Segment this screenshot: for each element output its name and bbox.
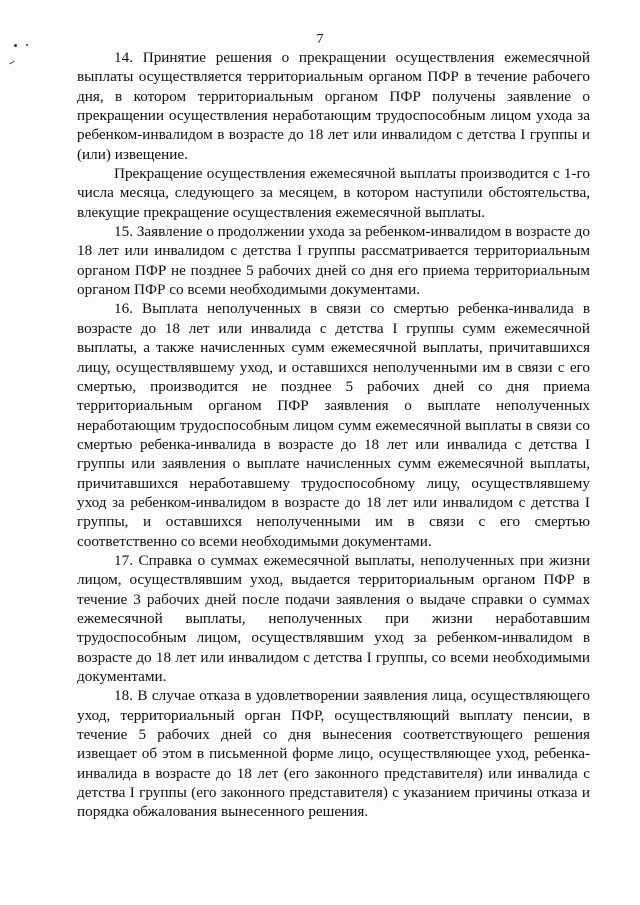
- paragraph-14-continued: Прекращение осуществления ежемесячной выплаты производится с 1-го числа месяца, следующего за месяцем, в котором наступили обстоятельства, влекущие прекращение осуществления ежемесячной выплаты.: [77, 165, 590, 221]
- paragraph-17: 17. Справка о суммах ежемесячной выплаты, неполученных при жизни лицом, осуществлявшим уход, выдается территориальным органом ПФР в течение 3 рабочих дней после подачи заявления о выдаче справки о суммах ежемесячной выплаты, неполученных при жизни неработавшим трудоспособным лицом, осуществлявшим уход за ребенком-инвалидом в возрасте до 18 лет или инвалидом с детства I группы, со всеми необходимыми документами.: [77, 551, 590, 685]
- document-body: [77, 48, 590, 822]
- paragraph-15: 15. Заявление о продолжении ухода за ребенком-инвалидом в возрасте до 18 лет или инвалидом с детства I группы рассматривается территориальным органом ПФР не позднее 5 рабочих дней со дня его приема территориальным органом ПФР со всеми необходимыми документами.: [77, 223, 590, 299]
- page-number: 7: [316, 32, 324, 47]
- paragraph-16: 16. Выплата неполученных в связи со смертью ребенка-инвалида в возрасте до 18 лет или инвалида с детства I группы сумм ежемесячной выплаты, а также начисленных сумм ежемесячной выплаты, причитавшихся лицу, осуществлявшему уход, и оставшихся неполученными им в связи с его смертью, производится не позднее 5 рабочих дней со дня приема территориальным органом ПФР заявления о выплате неполученных неработающим трудоспособным лицом сумм ежемесячной выплаты в связи со смертью ребенка-инвалида в возрасте до 18 лет или инвалида с детства I группы или заявления о выплате начисленных сумм ежемесячной выплаты, причитавшихся неработавшему трудоспособному лицу, осуществлявшему уход за ребенком-инвалидом в возрасте до 18 лет или инвалидом с детства I группы, и оставшихся неполученными им в связи с его смертью соответственно со всеми необходимыми документами.: [77, 300, 590, 550]
- paragraph-14: 14. Принятие решения о прекращении осуществления ежемесячной выплаты осуществляется территориальным органом ПФР в течение рабочего дня, в котором территориальным органом ПФР получены заявление о прекращении осуществления неработающим трудоспособным лицом ухода за ребенком-инвалидом в возрасте до 18 лет или инвалидом с детства I группы и (или) извещение.: [77, 49, 590, 163]
- paragraph-18: 18. В случае отказа в удовлетворении заявления лица, осуществляющего уход, территориальный орган ПФР, осуществляющий выплату пенсии, в течение 5 рабочих дней со дня вынесения соответствующего решения извещает об этом в письменной форме лицо, осуществляющее уход, ребенка-инвалида в возрасте до 18 лет (его законного представителя) или инвалида с детства I группы (его законного представителя) с указанием причины отказа и порядка обжалования вынесенного решения.: [77, 687, 590, 821]
- scan-speck: [9, 61, 15, 65]
